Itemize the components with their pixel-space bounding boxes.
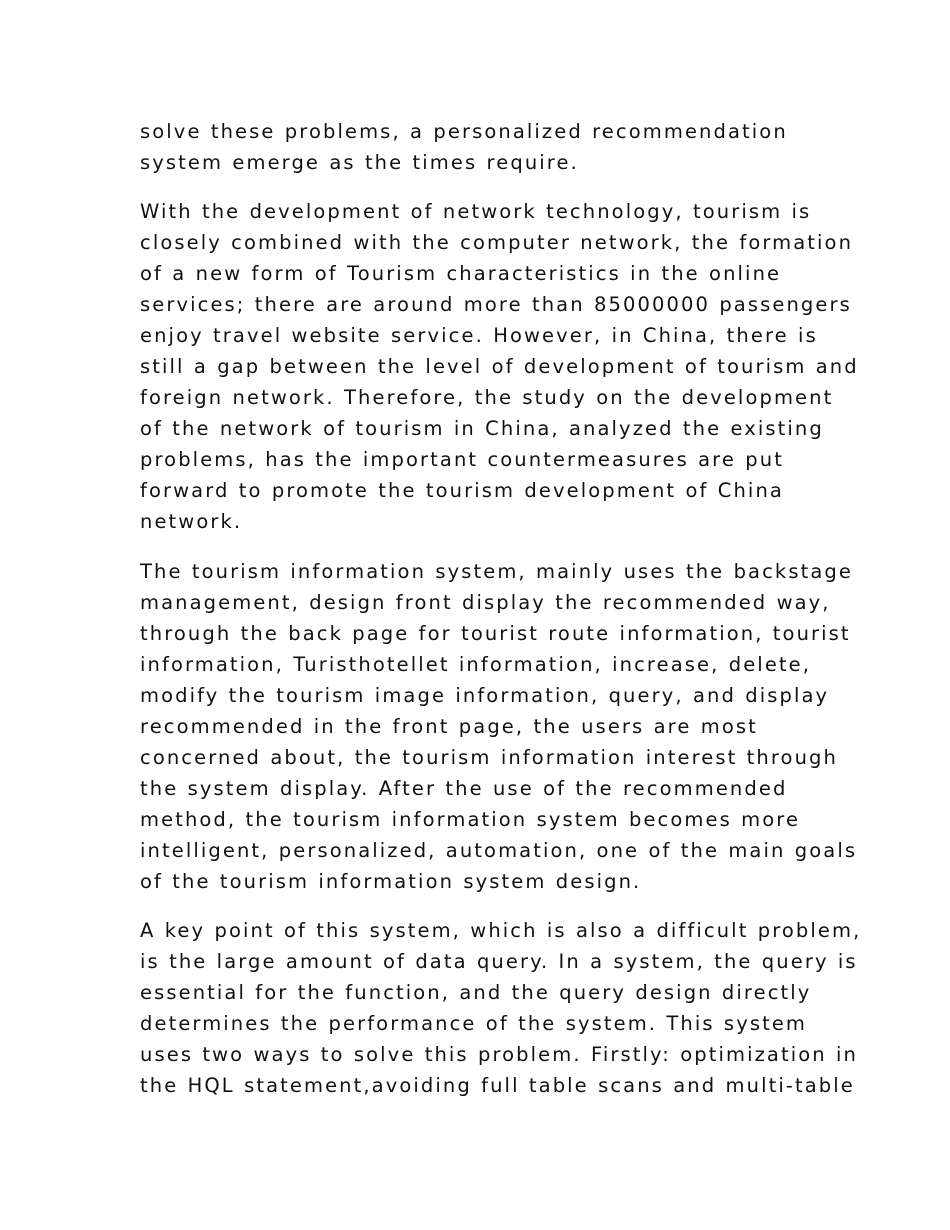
paragraph-line: intelligent, personalized, automation, one of the main goals	[140, 839, 858, 862]
paragraph-line: closely combined with the computer network, the formation	[140, 231, 854, 254]
paragraph-line: is the large amount of data query. In a system, the query is	[140, 950, 858, 973]
paragraph-4	[140, 915, 862, 1101]
paragraph-line: concerned about, the tourism information interest through	[140, 746, 838, 769]
paragraph-line: through the back page for tourist route information, tourist	[140, 622, 851, 645]
paragraph-2	[140, 196, 859, 537]
paragraph-line: recommended in the front page, the users are most	[140, 715, 758, 738]
paragraph-line: network.	[140, 510, 243, 533]
paragraph-line: information, Turisthotellet information, increase, delete,	[140, 653, 812, 676]
paragraph-line: the system display. After the use of the recommended	[140, 777, 788, 800]
paragraph-line: determines the performance of the system. This system	[140, 1012, 808, 1035]
paragraph-line: of the tourism information system design.	[140, 870, 642, 893]
paragraph-line: management, design front display the recommended way,	[140, 591, 831, 614]
paragraph-1	[140, 116, 840, 178]
paragraph-line: A key point of this system, which is also a difficult problem,	[140, 919, 862, 942]
paragraph-line: the HQL statement,avoiding full table scans and multi-table	[140, 1074, 855, 1097]
paragraph-line: enjoy travel website service. However, in China, there is	[140, 324, 818, 347]
paragraph-line: services; there are around more than 85000000 passengers	[140, 293, 852, 316]
paragraph-line: forward to promote the tourism development of China	[140, 479, 784, 502]
paragraph-line: problems, has the important countermeasures are put	[140, 448, 784, 471]
paragraph-line: of a new form of Tourism characteristics in the online	[140, 262, 782, 285]
paragraph-line: solve these problems, a personalized recommendation	[140, 120, 788, 143]
paragraph-line: With the development of network technology, tourism is	[140, 200, 812, 223]
paragraph-line: The tourism information system, mainly uses the backstage	[140, 560, 853, 583]
paragraph-line: of the network of tourism in China, analyzed the existing	[140, 417, 824, 440]
paragraph-line: still a gap between the level of development of tourism and	[140, 355, 859, 378]
paragraph-line: uses two ways to solve this problem. Firstly: optimization in	[140, 1043, 859, 1066]
paragraph-line: modify the tourism image information, query, and display	[140, 684, 830, 707]
paragraph-line: essential for the function, and the query design directly	[140, 981, 812, 1004]
paragraph-3	[140, 556, 858, 897]
paragraph-line: foreign network. Therefore, the study on the development	[140, 386, 834, 409]
paragraph-line: method, the tourism information system becomes more	[140, 808, 801, 831]
paragraph-line: system emerge as the times require.	[140, 151, 579, 174]
